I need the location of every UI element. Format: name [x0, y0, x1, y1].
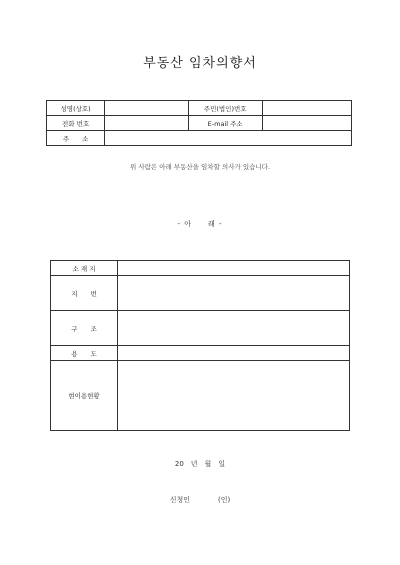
- address-field[interactable]: [105, 131, 352, 146]
- date-line: 20 년 월 일: [174, 460, 226, 468]
- lot-number-label: 지 번: [51, 276, 118, 311]
- phone-label: 전화 번호: [47, 116, 105, 131]
- current-use-field[interactable]: [118, 361, 350, 431]
- lot-number-field[interactable]: [118, 276, 350, 311]
- location-label: 소 재 지: [51, 261, 118, 276]
- email-label: E-mail 주소: [188, 116, 262, 131]
- id-number-field[interactable]: [262, 101, 351, 116]
- address-label: 주 소: [47, 131, 105, 146]
- section-heading: - 아 래 -: [177, 220, 223, 228]
- signature-line: 신청인 (인): [169, 496, 231, 504]
- current-use-label: 현이용현황: [51, 361, 118, 431]
- name-field[interactable]: [105, 101, 188, 116]
- document-title: 부동산 임차의향서: [143, 56, 257, 71]
- location-field[interactable]: [118, 261, 350, 276]
- id-number-label: 주민(법인)번호: [188, 101, 262, 116]
- structure-label: 구 조: [51, 311, 118, 346]
- structure-field[interactable]: [118, 311, 350, 346]
- property-info-table: [50, 260, 350, 431]
- intent-statement: 위 사람은 아래 부동산을 임차할 의사가 있습니다.: [129, 163, 271, 171]
- use-field[interactable]: [118, 346, 350, 361]
- phone-field[interactable]: [105, 116, 188, 131]
- name-label: 성명(상호): [47, 101, 105, 116]
- applicant-info-table: [46, 100, 352, 146]
- use-label: 용 도: [51, 346, 118, 361]
- email-field[interactable]: [262, 116, 351, 131]
